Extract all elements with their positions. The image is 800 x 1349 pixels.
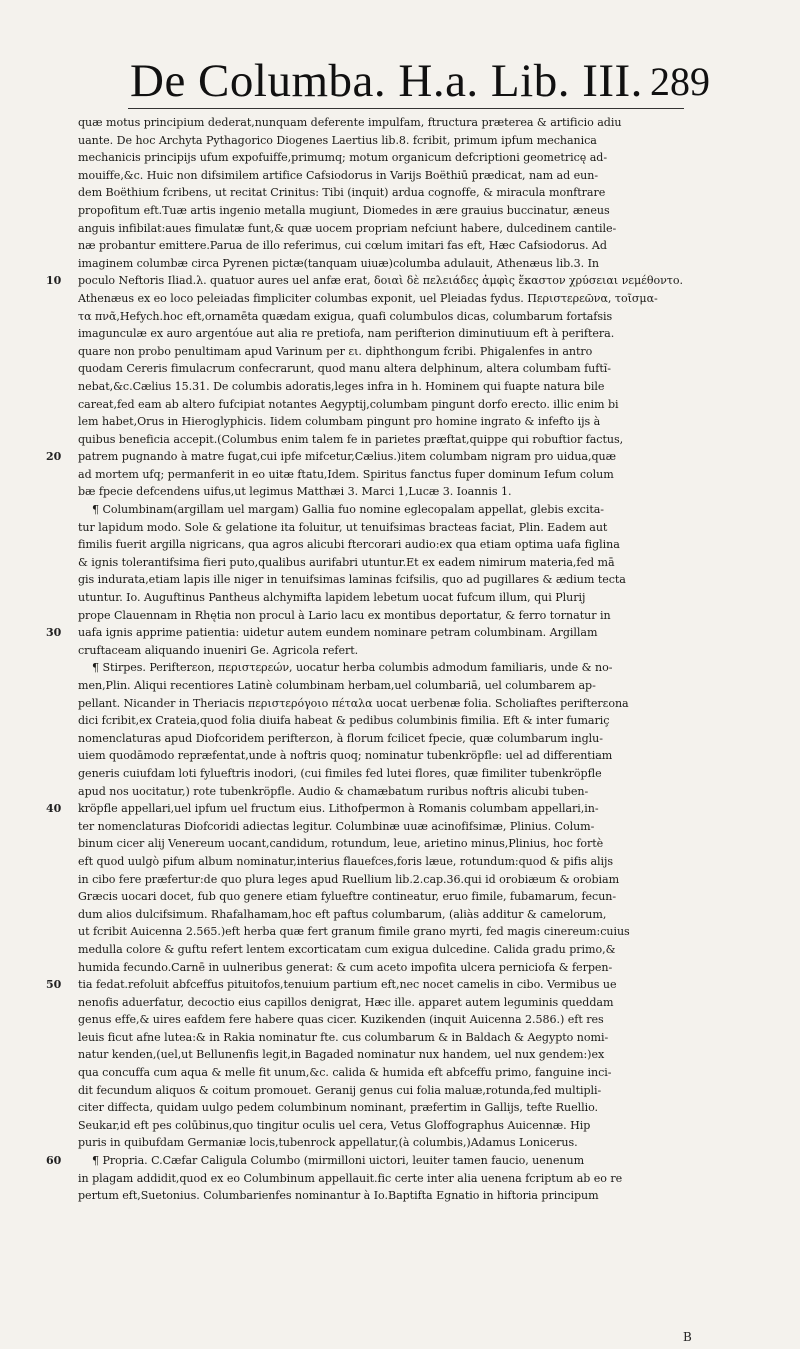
- text-line: binum cicer alij Venereum uocant,candidum, rotundum, leue, arietino minus,Plinius, hoc fortè: [78, 837, 604, 851]
- text-line: quodam Cereris fimulacrum confecrarunt, quod manu altera delphinum, altera columbam fuftĩ-: [78, 362, 611, 376]
- text-line: in cibo fere præfertur:de quo plura leges apud Ruellium lib.2.cap.36.qui id orobiæum & orobiam: [78, 872, 620, 886]
- margin-line-number: 30: [46, 626, 62, 640]
- text-line: eft quod uulgò pifum album nominatur,interius flauefces,foris læue, rotundum:quod & pifis alijs: [78, 854, 614, 868]
- text-line: uante. De hoc Archyta Pythagorico Diogenes Laertius lib.8. fcribit, primum ipfum mechanica: [78, 133, 597, 147]
- text-line: dici fcribit,ex Crateia,quod folia diuifa habeat & pedibus columbinis fimilia. Eft & inter fumariç: [78, 714, 610, 728]
- header-rule: [128, 108, 684, 109]
- text-line: in plagam addidit,quod ex eo Columbinum appellauit.fic certe inter alia uenena fcriptum ab eo re: [78, 1171, 623, 1185]
- text-line: ¶ Propria. C.Cæfar Caligula Columbo (mirmilloni uictori, leuiter tamen faucio, uenenum: [92, 1154, 585, 1168]
- text-line: utuntur. Io. Auguftinus Pantheus alchymifta lapidem lebetum uocat fufcum illum, qui Plurij: [78, 591, 586, 605]
- text-line: uafa ignis apprime patientia: uidetur autem eundem nominare petram columbinam. Argillam: [78, 626, 598, 640]
- text-line: gis indurata,etiam lapis ille niger in tenuifsimas laminas fcifsilis, quo ad pugillares & ædium tecta: [78, 573, 626, 587]
- text-line: tia fedat.refoluit abfceffus pituitofos,tenuium partium eft,nec nocet camelis in cibo. Vermibus ue: [78, 978, 617, 992]
- text-line: quare non probo penultimam apud Varinum per ει. diphthongum fcribi. Phigalenfes in antro: [78, 344, 593, 358]
- text-line: uiem quodāmodo repræfentat,unde à noftris quoq; nominatur tubenkröpfle: uel ad differentiam: [78, 749, 613, 763]
- signature-mark: B: [683, 1330, 692, 1344]
- text-line: fimilis fuerit argilla nigricans, qua agros alicubi ftercorari audio:ex qua etiam optima uafa figlina: [78, 538, 620, 552]
- text-line: generis cuiufdam loti fylueftris inodori, (cui fimiles fed lutei flores, quæ fimiliter tubenkröpfle: [78, 766, 602, 780]
- text-line: patrem pugnando à matre fugat,cui ipfe mifcetur,Cælius.)item columbam nigram pro uidua,quæ: [78, 450, 616, 464]
- text-line: quibus beneficia accepit.(Columbus enim talem fe in parietes præftat,quippe qui robuftior factus,: [78, 432, 624, 446]
- text-line: tur lapidum modo. Sole & gelatione ita foluitur, ut tenuifsimas bracteas faciat, Plin. Eadem aut: [78, 520, 608, 534]
- text-line: mechanicis principijs ufum expofuiffe,primumq; motum organicum defcriptioni geometricę ad-: [78, 151, 608, 165]
- margin-line-number: 20: [46, 450, 62, 464]
- text-line: ut fcribit Auicenna 2.565.)eft herba quæ fert granum fimile grano myrti, fed magis cinereum:cuius: [78, 925, 630, 939]
- margin-line-number: 60: [46, 1154, 62, 1168]
- text-line: Athenæus ex eo loco peleiadas fimpliciter columbas exponit, uel Pleiadas fydus. Περιστερεῶνα, τοῖσμα-: [78, 291, 658, 305]
- text-line: pertum eft,Suetonius. Columbarienfes nominantur à Io.Baptifta Egnatio in hiftoria principum: [78, 1189, 599, 1203]
- text-line: τα πνᾶ,Hefych.hoc eft,ornamēta quædam exigua, quafi columbulos dicas, columbarum fortafsis: [78, 309, 613, 323]
- text-line: mouiffe,&c. Huic non difsimilem artifice Cafsiodorus in Varijs Boëthiū prædicat, nam ad eun-: [78, 168, 599, 182]
- text-line: citer diffecta, quidam uulgo pedem columbinum nominant, præfertim in Gallijs, tefte Ruellio.: [78, 1101, 599, 1115]
- text-line: leuis ficut afne lutea:& in Rakia nominatur fte. cus columbarum & in Baldach & Aegypto nomi-: [78, 1030, 609, 1044]
- text-line: humida fecundo.Carnē in uulneribus generat: & cum aceto impofita ulcera perniciofa & ferpen-: [78, 960, 613, 974]
- text-line: medulla colore & guftu refert lentem excorticatam cum exigua dulcedine. Calida gradu primo,&: [78, 942, 616, 956]
- text-line: propofitum eft.Tuæ artis ingenio metalla mugiunt, Diomedes in ære grauius buccinatur, æneus: [78, 203, 610, 217]
- text-line: nenofis aduerfatur, decoctio eius capillos denigrat, Hæc ille. apparet autem leguminis queddam: [78, 995, 614, 1009]
- text-line: nomenclaturas apud Diofcoridem perifterεon, à florum fcilicet fpecie, quæ columbarum inglu-: [78, 731, 603, 745]
- text-line: careat,fed eam ab altero fufcipiat notantes Aegyptij,columbam pingunt dorfo erecto. illic enim bi: [78, 397, 619, 411]
- page-number: 289: [650, 59, 710, 104]
- text-block: [78, 114, 690, 1205]
- margin-line-number: 50: [46, 978, 62, 992]
- text-line: prope Clauennam in Rhętia non procul à Lario lacu ex montibus deportatur, & ferro tornatur in: [78, 608, 611, 622]
- text-line: ad mortem ufq; permanferit in eo uitæ ftatu,Idem. Spiritus fanctus fuper dominum Iefum colum: [78, 467, 614, 481]
- text-line: ¶ Columbinam(argillam uel margam) Gallia fuo nomine eglecopalam appellat, glebis excita-: [92, 503, 604, 517]
- text-line: ter nomenclaturas Diofcoridi adiectas legitur. Columbinæ uuæ acinofifsimæ, Plinius. Colum-: [78, 819, 595, 833]
- text-line: genus effe,& uires eafdem fere habere quas cicer. Kuzikenden (inquit Auicenna 2.586.) eft res: [78, 1013, 604, 1027]
- text-line: lem habet,Orus in Hieroglyphicis. Iidem columbam pingunt pro homine ingrato & infefto ijs à: [78, 415, 601, 429]
- text-line: quæ motus principium dederat,nunquam deferente impulfam, ftructura præterea & artificio adiu: [78, 116, 622, 129]
- text-line: dum alios dulcifsimum. Rhafalhamam,hoc eft paftus columbarum, (aliàs additur & camelorum,: [78, 907, 607, 921]
- text-line: & ignis tolerantifsima fieri puto,qualibus aurifabri utuntur.Et ex eadem nimirum materia,fed mā: [78, 555, 615, 569]
- text-line: bæ fpecie defcendens uifus,ut legimus Matthæi 3. Marci 1,Lucæ 3. Ioannis 1.: [78, 485, 512, 499]
- text-line: imaginem columbæ circa Pyrenen pictæ(tanquam uiuæ)columba adulauit, Athenæus lib.3. In: [78, 256, 599, 270]
- text-line: men,Plin. Aliqui recentiores Latinè columbinam herbam,uel columbariā, uel columbarem ap-: [78, 679, 596, 692]
- text-line: imagunculæ ex auro argentóue aut alia re pretiofa, nam perifterion diminutiuum eft à periftera.: [78, 327, 615, 341]
- text-line: Græcis uocari docet, fub quo genere etiam fylueftre contineatur, eruo fimile, fubamarum, fecun-: [78, 890, 617, 904]
- text-line: nebat,&c.Cælius 15.31. De columbis adoratis,leges infra in h. Hominem qui fuapte natura bile: [78, 379, 605, 393]
- text-line: anguis infibilat:aues fimulatæ funt,& quæ uocem propriam nefciunt habere, dulcedinem cantile-: [78, 221, 617, 235]
- margin-line-number: 40: [46, 802, 62, 816]
- text-line: qua concuffa cum aqua & melle fit unum,&c. calida & humida eft abfceffu primo, fanguine inci-: [78, 1066, 612, 1080]
- page-header: [130, 55, 710, 107]
- text-line: ¶ Stirpes. Perifterεon, περιστερεών, uocatur herba columbis admodum familiaris, unde & no-: [92, 661, 613, 675]
- text-line: dem Boëthium fcribens, ut recitat Crinitus: Tibi (inquit) ardua cognoffe, & miracula monftrare: [78, 186, 606, 200]
- text-line: natur kenden,(uel,ut Bellunenfis legit,in Bagaded nominatur nux handem, uel nux gendem:)ex: [78, 1048, 605, 1062]
- text-line: cruftaceam aliquando inueniri Ge. Agricola refert.: [78, 643, 359, 657]
- text-line: apud nos uocitatur,) rote tubenkröpfle. Audio & chamæbatum ruribus noftris alicubi tuben-: [78, 784, 589, 798]
- text-line: pellant. Nicander in Theriacis περιστερόγοιο πέταλα uocat uerbenæ folia. Scholiaftes perifterεona: [78, 696, 629, 710]
- text-line: næ probantur emittere.Parua de illo referimus, cui cœlum imitari fas eft, Hæc Cafsiodorus. Ad: [78, 239, 607, 253]
- text-line: puris in quibufdam Germaniæ locis,tubenrock appellatur,(à columbis,)Adamus Lonicerus.: [78, 1136, 578, 1150]
- text-line: dit fecundum aliquos & coitum promouet. Geranij genus cui folia maluæ,rotunda,fed multipli-: [78, 1083, 602, 1097]
- running-head: De Columba. H.a. Lib. III.: [130, 55, 643, 107]
- margin-line-number: 10: [46, 274, 62, 288]
- text-line: kröpfle appellari,uel ipfum uel fructum eius. Lithofpermon à Romanis columbam appellari,in-: [78, 802, 599, 816]
- text-line: Seukar,id eft pes colūbinus,quo tingitur oculis uel cera, Vetus Gloffographus Auicennæ. Hip: [78, 1118, 591, 1132]
- text-line: poculo Neftoris Iliad.λ. quatuor aures uel anfæ erat, δοιαὶ δὲ πελειάδες ἀμφὶς ἕκαστον χρύσειαι νεμέθοντο.: [78, 274, 683, 288]
